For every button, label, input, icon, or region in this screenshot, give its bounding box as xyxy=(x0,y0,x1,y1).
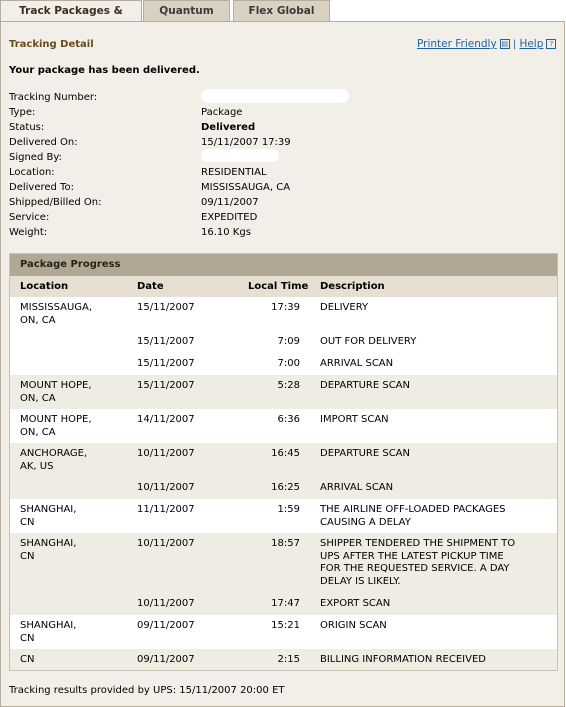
printer-friendly-link[interactable]: Printer Friendly xyxy=(417,38,497,50)
row-time: 2:15 xyxy=(277,654,300,665)
row-time: 1:59 xyxy=(277,504,300,515)
row-date: 10/11/2007 xyxy=(137,538,195,549)
row-date: 15/11/2007 xyxy=(137,336,195,347)
table-row xyxy=(10,375,557,409)
column-header-description: Description xyxy=(320,281,385,292)
header-links xyxy=(417,38,556,50)
row-location: MOUNT HOPE, ON, CA xyxy=(20,414,92,438)
row-date: 15/11/2007 xyxy=(137,302,195,313)
field-value: 16.10 Kgs xyxy=(201,227,251,238)
row-description: ARRIVAL SCAN xyxy=(320,358,394,369)
row-description: THE AIRLINE OFF-LOADED PACKAGES CAUSING A DELAY xyxy=(320,504,506,528)
table-row xyxy=(10,353,557,375)
field-label: Delivered On: xyxy=(9,137,78,148)
row-description: EXPORT SCAN xyxy=(320,598,391,609)
table-row xyxy=(10,649,557,670)
table-row xyxy=(10,409,557,443)
row-time: 18:57 xyxy=(271,538,300,549)
row-location: SHANGHAI, CN xyxy=(20,538,77,562)
row-description: BILLING INFORMATION RECEIVED xyxy=(320,654,486,665)
tab-track-packages[interactable]: Track Packages & xyxy=(0,0,142,23)
row-description: OUT FOR DELIVERY xyxy=(320,336,417,347)
row-description: DEPARTURE SCAN xyxy=(320,380,410,391)
status-value: Delivered xyxy=(201,122,256,133)
field-label: Status: xyxy=(9,122,45,133)
tracking-results-footer: Tracking results provided by UPS: 15/11/2007 20:00 ET xyxy=(9,685,285,696)
row-location: ANCHORAGE, AK, US xyxy=(20,448,88,472)
row-location: SHANGHAI, CN xyxy=(20,620,77,644)
package-progress-table xyxy=(9,253,558,671)
field-label: Delivered To: xyxy=(9,182,74,193)
redacted-tracking-number xyxy=(201,89,349,103)
row-time: 17:39 xyxy=(271,302,300,313)
field-label: Shipped/Billed On: xyxy=(9,197,102,208)
link-separator: | xyxy=(512,39,517,50)
field-label: Service: xyxy=(9,212,50,223)
table-row xyxy=(10,615,557,649)
row-time: 5:28 xyxy=(277,380,300,391)
row-time: 6:36 xyxy=(277,414,300,425)
help-icon[interactable]: ? xyxy=(546,39,556,49)
field-value: Package xyxy=(201,107,243,118)
row-description: IMPORT SCAN xyxy=(320,414,389,425)
field-value: 15/11/2007 17:39 xyxy=(201,137,291,148)
row-date: 14/11/2007 xyxy=(137,414,195,425)
row-date: 15/11/2007 xyxy=(137,380,195,391)
row-description: DEPARTURE SCAN xyxy=(320,448,410,459)
row-location: SHANGHAI, CN xyxy=(20,504,77,528)
table-row xyxy=(10,443,557,477)
row-description: ORIGIN SCAN xyxy=(320,620,387,631)
column-header-local-time: Local Time xyxy=(248,281,309,292)
row-description: SHIPPER TENDERED THE SHIPMENT TO UPS AFTER THE LATEST PICKUP TIME FOR THE REQUESTED SERVICE. A DAY DELAY IS LIKELY. xyxy=(320,538,516,587)
printer-icon[interactable]: ▤ xyxy=(501,40,509,48)
field-value: MISSISSAUGA, CA xyxy=(201,182,291,193)
row-date: 10/11/2007 xyxy=(137,482,195,493)
package-progress-title: Package Progress xyxy=(10,254,557,276)
tab-flex-global-view[interactable]: Flex Global xyxy=(233,0,330,22)
tracking-panel xyxy=(0,21,565,707)
field-value: 09/11/2007 xyxy=(201,197,259,208)
row-date: 09/11/2007 xyxy=(137,620,195,631)
row-date: 10/11/2007 xyxy=(137,598,195,609)
column-header-date: Date xyxy=(137,281,164,292)
row-location: CN xyxy=(20,654,35,665)
row-time: 7:09 xyxy=(277,336,300,347)
table-row xyxy=(10,477,557,499)
row-date: 09/11/2007 xyxy=(137,654,195,665)
row-date: 15/11/2007 xyxy=(137,358,195,369)
row-time: 7:00 xyxy=(277,358,300,369)
table-row xyxy=(10,533,557,593)
row-date: 11/11/2007 xyxy=(137,504,195,515)
column-header-location: Location xyxy=(20,281,69,292)
row-location: MOUNT HOPE, ON, CA xyxy=(20,380,92,404)
tracking-detail-heading: Tracking Detail xyxy=(9,39,94,50)
row-date: 10/11/2007 xyxy=(137,448,195,459)
tab-quantum-view[interactable]: Quantum xyxy=(143,0,230,22)
row-description: DELIVERY xyxy=(320,302,369,313)
redacted-signature xyxy=(201,149,279,162)
field-value: RESIDENTIAL xyxy=(201,167,267,178)
table-header xyxy=(10,276,557,297)
row-time: 16:25 xyxy=(271,482,300,493)
row-time: 16:45 xyxy=(271,448,300,459)
tab-bar xyxy=(0,0,566,22)
field-label: Type: xyxy=(9,107,36,118)
table-row xyxy=(10,499,557,533)
row-time: 17:47 xyxy=(271,598,300,609)
field-label: Tracking Number: xyxy=(9,92,98,103)
field-label: Signed By: xyxy=(9,152,62,163)
field-value: EXPEDITED xyxy=(201,212,258,223)
row-description: ARRIVAL SCAN xyxy=(320,482,394,493)
table-row xyxy=(10,331,557,353)
field-label: Weight: xyxy=(9,227,48,238)
help-link[interactable]: Help xyxy=(519,38,544,50)
field-label: Location: xyxy=(9,167,55,178)
delivery-message: Your package has been delivered. xyxy=(9,65,200,76)
row-time: 15:21 xyxy=(271,620,300,631)
row-location: MISSISSAUGA, ON, CA xyxy=(20,302,93,326)
table-row xyxy=(10,593,557,615)
